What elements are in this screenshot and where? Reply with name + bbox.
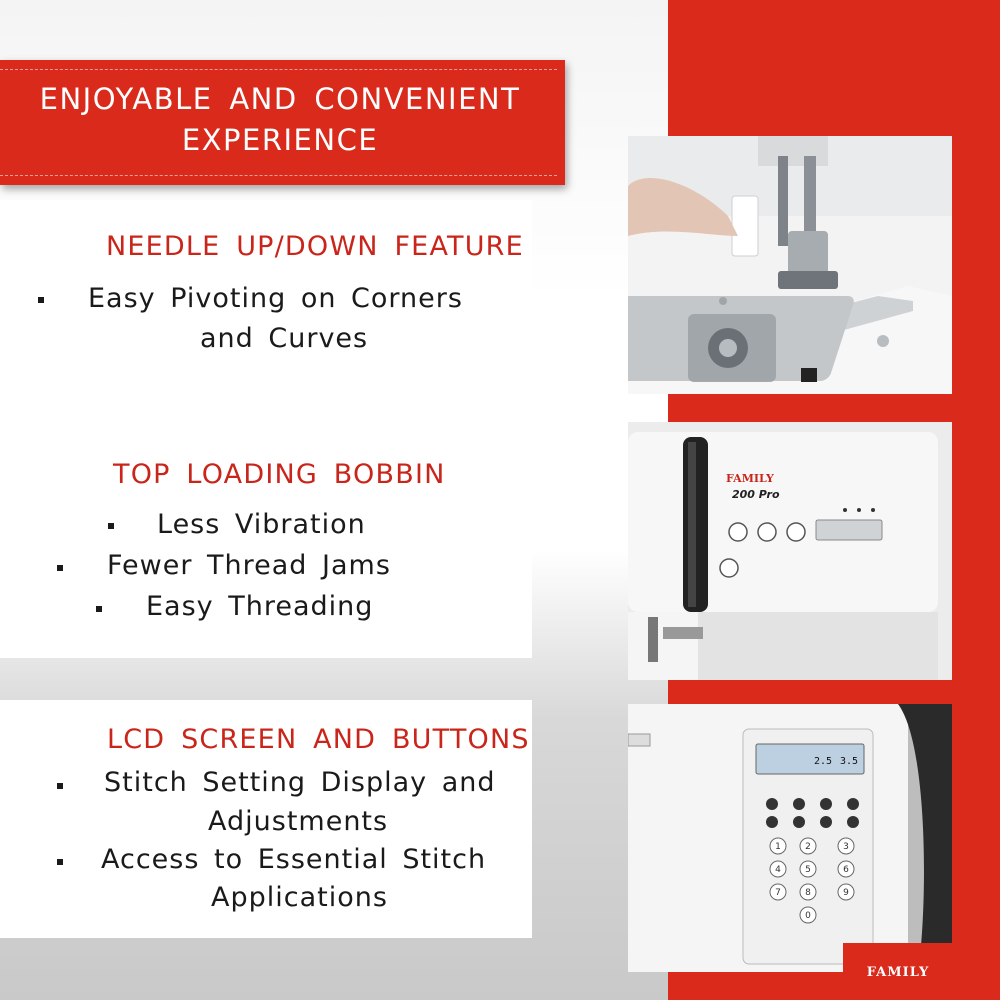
bullet-icon [38, 297, 44, 303]
banner-title-line-1: ENJOYABLE AND CONVENIENT [39, 82, 521, 116]
machine-illustration [628, 422, 952, 680]
control-panel-illustration [628, 704, 952, 972]
feature-title-bobbin: TOP LOADING BOBBIN [113, 459, 446, 490]
keypad-key: 4 [775, 865, 781, 875]
bullet-icon [57, 859, 63, 865]
feature-bullet-text: Access to Essential Stitch [101, 844, 487, 875]
feature-bullet-text: Less Vibration [157, 509, 366, 540]
bullet-icon [96, 606, 102, 612]
feature-bullet-text-cont: Applications [211, 882, 388, 913]
feature-card-bobbin [0, 400, 532, 658]
lcd-value: 3.5 [840, 756, 859, 767]
keypad-key: 7 [775, 888, 781, 898]
machine-model-label: 200 Pro [732, 488, 780, 501]
bullet-icon [57, 783, 63, 789]
bullet-icon [57, 565, 63, 571]
feature-bullet-text: Easy Threading [146, 591, 374, 622]
feature-card-lcd [0, 700, 532, 938]
photo-control-panel [628, 704, 952, 972]
keypad-key: 6 [843, 865, 849, 875]
photo-machine-front [628, 422, 952, 680]
feature-bullet-text: Stitch Setting Display and [104, 767, 496, 798]
feature-bullet-text-cont: and Curves [200, 323, 369, 354]
feature-title-needle: NEEDLE UP/DOWN FEATURE [106, 231, 524, 262]
title-banner [0, 60, 565, 185]
keypad-key: 3 [843, 842, 849, 852]
feature-card-needle [0, 200, 532, 400]
banner-title-line-2: EXPERIENCE [181, 123, 379, 157]
keypad-key: 5 [805, 865, 811, 875]
bullet-icon [108, 523, 114, 529]
needle-illustration [628, 136, 952, 394]
keypad-key: 8 [805, 888, 811, 898]
machine-brand-label: FAMILY [726, 472, 774, 485]
feature-title-lcd: LCD SCREEN AND BUTTONS [107, 724, 530, 755]
keypad-key: 1 [775, 842, 781, 852]
brand-logo [843, 943, 953, 1000]
keypad-key: 0 [805, 911, 811, 921]
keypad-key: 9 [843, 888, 849, 898]
feature-bullet-text: Fewer Thread Jams [107, 550, 391, 581]
feature-bullet-text-cont: Adjustments [208, 806, 389, 837]
banner-stitch-bottom [0, 175, 557, 176]
photo-needle-closeup [628, 136, 952, 394]
keypad-key: 2 [805, 842, 811, 852]
feature-bullet-text: Easy Pivoting on Corners [88, 283, 463, 314]
banner-stitch-top [0, 69, 557, 70]
lcd-value: 2.5 [814, 756, 833, 767]
brand-logo-text: FAMILY [866, 965, 930, 980]
